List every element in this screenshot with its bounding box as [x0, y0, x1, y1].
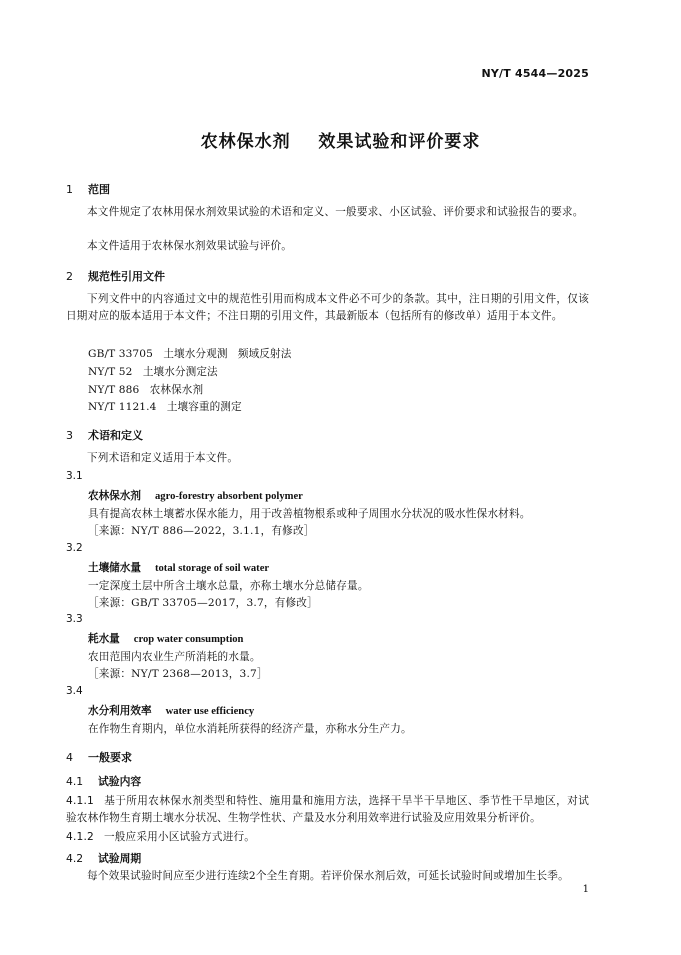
- term-zh: 农林保水剂: [88, 490, 141, 502]
- section-title: 范围: [88, 183, 110, 196]
- term-en: agro-forestry absorbent polymer: [154, 491, 303, 502]
- term-source: ［来源：GB/T 33705—2017，3.7，有修改］: [88, 597, 318, 609]
- clause-4-1-1: [66, 793, 589, 827]
- term-en: total storage of soil water: [154, 563, 270, 574]
- term-definition: 农田范围内农业生产所消耗的水量。: [88, 651, 261, 663]
- section-number: 3: [66, 429, 73, 442]
- normative-reference: NY/T 52 土壤水分测定法: [88, 366, 218, 378]
- term-definition: 一定深度土层中所含土壤水总量，亦称土壤水分总储存量。: [88, 580, 369, 592]
- term-number: 3.1: [66, 470, 83, 482]
- standard-code: NY/T 4544—2025: [481, 67, 589, 80]
- subsection-title: 试验周期: [98, 852, 142, 865]
- term-definition: 在作物生育期内，单位水消耗所获得的经济产量，亦称水分生产力。: [88, 723, 412, 735]
- paragraph: 本文件规定了农林用保水剂效果试验的术语和定义、一般要求、小区试验、评价要求和试验报告的要求。: [87, 206, 584, 218]
- term-entry: [88, 703, 254, 718]
- term-number: 3.4: [66, 685, 83, 697]
- subsection-number: 4.2: [66, 852, 84, 865]
- term-en: water use efficiency: [165, 706, 255, 717]
- section-title: 规范性引用文件: [88, 270, 165, 283]
- subsection-number: 4.1: [66, 775, 84, 788]
- clause-4-1-2: [66, 829, 589, 846]
- term-number: 3.3: [66, 613, 83, 625]
- term-zh: 土壤储水量: [88, 562, 141, 574]
- subsection-title: 试验内容: [98, 775, 142, 788]
- section-number: 4: [66, 751, 73, 764]
- paragraph: 下列文件中的内容通过文中的规范性引用而构成本文件必不可少的条款。其中，注日期的引用文件，仅该日期对应的版本适用于本文件；不注日期的引用文件，其最新版本（包括所有的修改单）适用于本文件。: [66, 293, 589, 322]
- term-definition: 具有提高农林土壤蓄水保水能力，用于改善植物根系或种子周围水分状况的吸水性保水材料。: [88, 508, 531, 520]
- section-1-heading: [66, 181, 110, 197]
- section-2-heading: [66, 268, 165, 284]
- term-entry: [88, 560, 269, 575]
- term-number: 3.2: [66, 542, 83, 554]
- clause-text: 基于所用农林保水剂类型和特性、施用量和施用方法，选择干旱半干旱地区、季节性干旱地区，对试验农林作物生育期土壤水分状况、生物学性状、产量及水分利用效率进行试验及应用效果分析评价。: [66, 795, 589, 824]
- paragraph: 本文件适用于农林保水剂效果试验与评价。: [87, 240, 293, 252]
- subsection-4-2-heading: [66, 851, 141, 866]
- clause-number: 4.1.2: [66, 831, 94, 843]
- document-title: 农林保水剂 效果试验和评价要求: [200, 132, 481, 152]
- section-title: 术语和定义: [88, 429, 143, 442]
- page-number: 1: [582, 884, 589, 895]
- term-source: ［来源：NY/T 886—2022，3.1.1，有修改］: [88, 525, 315, 537]
- normative-reference: NY/T 886 农林保水剂: [88, 384, 204, 396]
- term-entry: [88, 488, 303, 503]
- section-3-heading: [66, 427, 143, 443]
- term-zh: 耗水量: [88, 633, 120, 645]
- section-title: 一般要求: [88, 751, 132, 764]
- normative-reference: GB/T 33705 土壤水分观测 频域反射法: [88, 348, 292, 360]
- term-en: crop water consumption: [133, 634, 244, 645]
- clause-number: 4.1.1: [66, 795, 94, 807]
- section-number: 2: [66, 270, 73, 283]
- term-zh: 水分利用效率: [88, 705, 152, 717]
- paragraph: 下列术语和定义适用于本文件。: [87, 452, 239, 464]
- term-source: ［来源：NY/T 2368—2013，3.7］: [88, 668, 268, 680]
- subsection-4-1-heading: [66, 774, 141, 789]
- section-4-heading: [66, 749, 132, 765]
- paragraph: 每个效果试验时间应至少进行连续2个全生育期。若评价保水剂后效，可延长试验时间或增加生长季。: [87, 870, 569, 882]
- term-entry: [88, 631, 243, 646]
- normative-reference: NY/T 1121.4 土壤容重的测定: [88, 401, 242, 413]
- clause-text: 一般应采用小区试验方式进行。: [103, 831, 256, 843]
- section-number: 1: [66, 183, 73, 196]
